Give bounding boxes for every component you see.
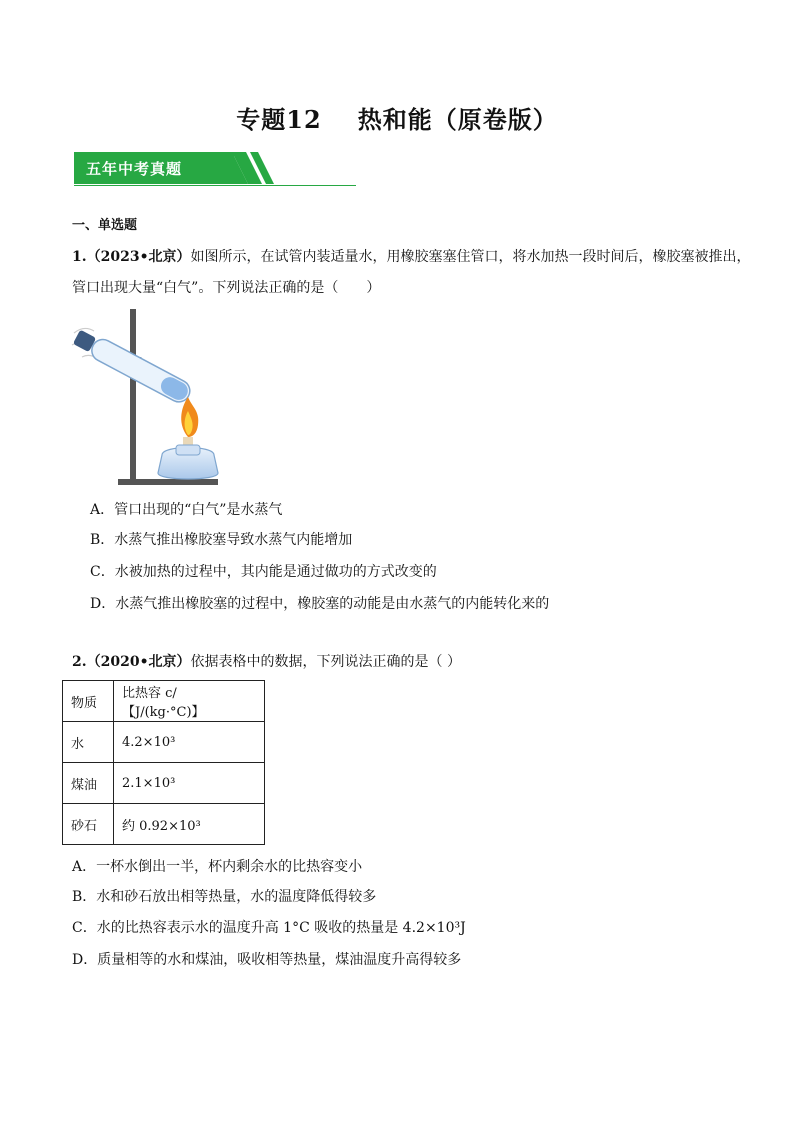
question-2 [72, 647, 752, 678]
title-sub: 热和能（原卷版） [357, 105, 558, 134]
table-cell: 煤油 [63, 763, 114, 804]
q1-option-d: D．水蒸气推出橡胶塞的过程中，橡胶塞的动能是由水蒸气的内能转化来的 [90, 596, 550, 612]
table-cell: 砂石 [63, 804, 114, 845]
table-cell: 4.2×10³ [114, 722, 265, 763]
table-header-row [63, 681, 265, 722]
section-banner [74, 152, 356, 188]
table-row [63, 722, 265, 763]
title-main: 专题12 [236, 105, 322, 134]
q2-option-b: B．水和砂石放出相等热量，水的温度降低得较多 [72, 889, 377, 905]
table-row [63, 804, 265, 845]
q2-text: 依据表格中的数据，下列说法正确的是（ ） [190, 654, 461, 670]
table-cell: 2.1×10³ [114, 763, 265, 804]
q1-source: （2023•北京） [86, 249, 191, 265]
table-row [63, 763, 265, 804]
q2-number: 2. [72, 654, 87, 670]
table-cell: 约 0.92×10³ [114, 804, 265, 845]
q1-number: 1. [72, 249, 87, 265]
table-header-cell: 物质 [63, 681, 114, 722]
section-heading: 一、单选题 [72, 218, 138, 233]
q2-source: （2020•北京） [86, 654, 191, 670]
q2-option-c: C．水的比热容表示水的温度升高 1°C 吸收的热量是 4.2×10³J [72, 920, 466, 936]
table-cell: 水 [63, 722, 114, 763]
q1-option-b: B．水蒸气推出橡胶塞导致水蒸气内能增加 [90, 532, 353, 548]
page-title [0, 100, 794, 135]
test-tube-apparatus-figure [68, 305, 238, 490]
q1-text-line2: 管口出现大量“白气”。下列说法正确的是（ ） [72, 280, 381, 296]
specific-heat-table [62, 680, 265, 845]
table-header-cell: 比热容 c/ 【J/(kg·°C)】 [114, 681, 265, 722]
q1-text-line1: 如图所示，在试管内装适量水，用橡胶塞塞住管口，将水加热一段时间后，橡胶塞被推出， [190, 249, 751, 265]
banner-label: 五年中考真题 [86, 160, 183, 178]
q2-option-a: A．一杯水倒出一半，杯内剩余水的比热容变小 [72, 859, 363, 875]
q1-option-a: A．管口出现的“白气”是水蒸气 [90, 502, 283, 518]
q1-option-c: C．水被加热的过程中，其内能是通过做功的方式改变的 [90, 564, 437, 580]
question-1 [72, 242, 752, 304]
banner-underline [74, 185, 356, 186]
q2-option-d: D．质量相等的水和煤油，吸收相等热量，煤油温度升高得较多 [72, 952, 462, 968]
